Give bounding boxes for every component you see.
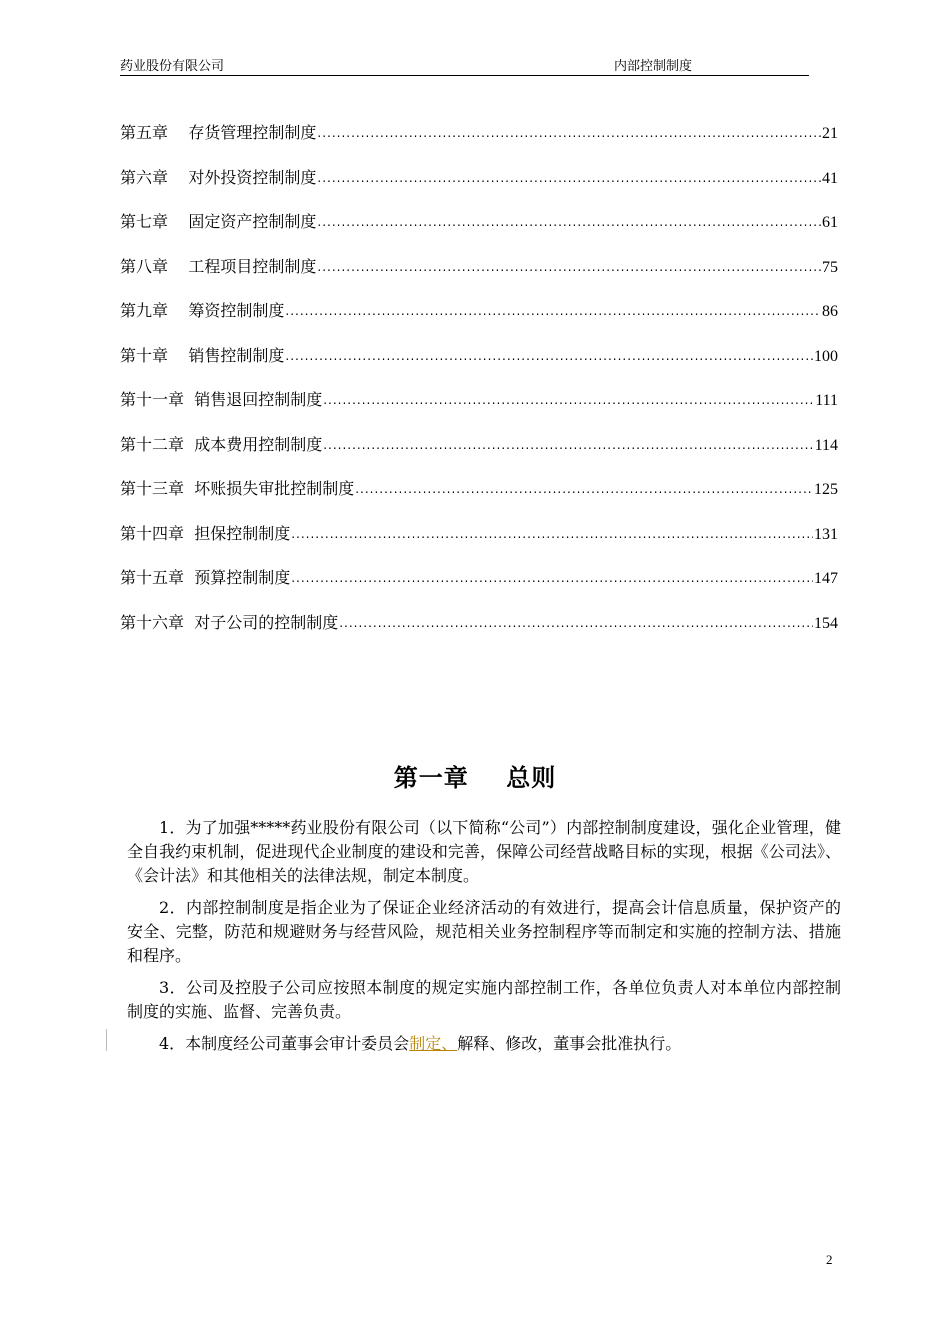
toc-page-number: 147 [814, 570, 838, 587]
page-number: 2 [826, 1252, 833, 1267]
table-of-contents [120, 120, 838, 654]
chapter-title: 总则 [506, 764, 557, 792]
toc-leader-dots [317, 260, 821, 274]
chapter-heading [0, 758, 950, 793]
toc-chapter-number: 第十一章 [120, 390, 185, 409]
toc-chapter-number: 第十五章 [120, 568, 185, 587]
toc-leader-dots [291, 527, 813, 541]
toc-title: 成本费用控制制度 [194, 434, 323, 454]
paragraph-4-end: 解释、修改，董事会批准执行。 [457, 1034, 682, 1053]
header-rule [120, 75, 809, 76]
toc-leader-dots [317, 171, 821, 185]
toc-title: 存货管理控制制度 [188, 123, 317, 142]
toc-entry[interactable] [120, 254, 838, 299]
toc-entry[interactable] [120, 521, 838, 566]
toc-title: 销售退回控制制度 [194, 390, 323, 409]
paragraph-1: 1．为了加强*****药业股份有限公司（以下简称“公司”）内部控制制度建设，强化企业管理，健全自我约束机制，促进现代企业制度的建设和完善，保障公司经营战略目标的实现，根据《公司法》、《会计法》和其他相关的法律法规，制定本制度。 [127, 818, 841, 885]
toc-title: 工程项目控制制度 [188, 256, 317, 276]
toc-title: 销售控制制度 [188, 345, 285, 365]
toc-chapter-number: 第十六章 [120, 612, 185, 632]
header-company: 药业股份有限公司 [120, 59, 225, 74]
toc-page-number: 41 [822, 169, 838, 187]
toc-page-number: 154 [814, 614, 838, 632]
toc-chapter-number: 第八章 [120, 256, 169, 276]
toc-entry[interactable] [120, 343, 838, 388]
toc-page-number: 86 [822, 303, 838, 320]
toc-title: 对外投资控制制度 [188, 167, 317, 187]
toc-page-number: 75 [822, 258, 838, 276]
toc-page-number: 61 [822, 214, 838, 231]
toc-title: 坏账损失审批控制制度 [194, 479, 355, 498]
toc-entry[interactable] [120, 387, 838, 432]
toc-entry[interactable] [120, 120, 838, 165]
toc-leader-dots [317, 215, 821, 229]
chapter-number: 第一章 [393, 764, 469, 792]
toc-leader-dots [285, 349, 813, 363]
change-bar [106, 1029, 107, 1051]
toc-chapter-number: 第十二章 [120, 434, 185, 454]
chapter-body [127, 816, 841, 1064]
toc-entry[interactable] [120, 565, 838, 610]
toc-title: 担保控制制度 [194, 523, 291, 543]
toc-entry[interactable] [120, 165, 838, 210]
toc-leader-dots [323, 438, 813, 452]
toc-chapter-number: 第六章 [120, 167, 169, 187]
toc-leader-dots [323, 393, 814, 407]
toc-chapter-number: 第十章 [120, 345, 169, 365]
paragraph-3: 3．公司及控股子公司应按照本制度的规定实施内部控制工作，各单位负责人对本单位内部控制制度的实施、监督、完善负责。 [127, 978, 841, 1021]
tracked-change-insertion[interactable]: 制定、 [409, 1034, 458, 1053]
toc-entry[interactable] [120, 209, 838, 254]
toc-leader-dots [355, 482, 813, 496]
toc-page-number: 125 [814, 481, 838, 498]
toc-leader-dots [317, 126, 821, 140]
toc-leader-dots [291, 571, 813, 585]
toc-entry[interactable] [120, 298, 838, 343]
toc-entry[interactable] [120, 610, 838, 655]
toc-leader-dots [285, 304, 821, 318]
toc-title: 筹资控制制度 [188, 301, 285, 320]
toc-title: 预算控制制度 [194, 568, 291, 587]
toc-chapter-number: 第十三章 [120, 479, 185, 498]
toc-leader-dots [339, 616, 813, 630]
paragraph-4-start: 4．本制度经公司董事会审计委员会 [159, 1034, 410, 1053]
toc-chapter-number: 第七章 [120, 212, 169, 231]
paragraph-4 [127, 1032, 841, 1056]
toc-page-number: 114 [814, 436, 838, 454]
toc-title: 固定资产控制制度 [188, 212, 317, 231]
toc-page-number: 21 [822, 125, 838, 142]
toc-title: 对子公司的控制制度 [194, 612, 339, 632]
paragraph-2: 2．内部控制制度是指企业为了保证企业经济活动的有效进行，提高会计信息质量，保护资产的安全、完整，防范和规避财务与经营风险，规范相关业务控制程序等而制定和实施的控制方法、措施和程序。 [127, 898, 841, 965]
toc-chapter-number: 第九章 [120, 301, 169, 320]
toc-entry[interactable] [120, 432, 838, 477]
toc-page-number: 100 [814, 347, 838, 365]
toc-entry[interactable] [120, 476, 838, 521]
toc-chapter-number: 第十四章 [120, 523, 185, 543]
toc-page-number: 131 [814, 525, 838, 543]
toc-chapter-number: 第五章 [120, 123, 169, 142]
toc-page-number: 111 [815, 392, 838, 409]
header-doc-title: 内部控制制度 [614, 59, 693, 74]
